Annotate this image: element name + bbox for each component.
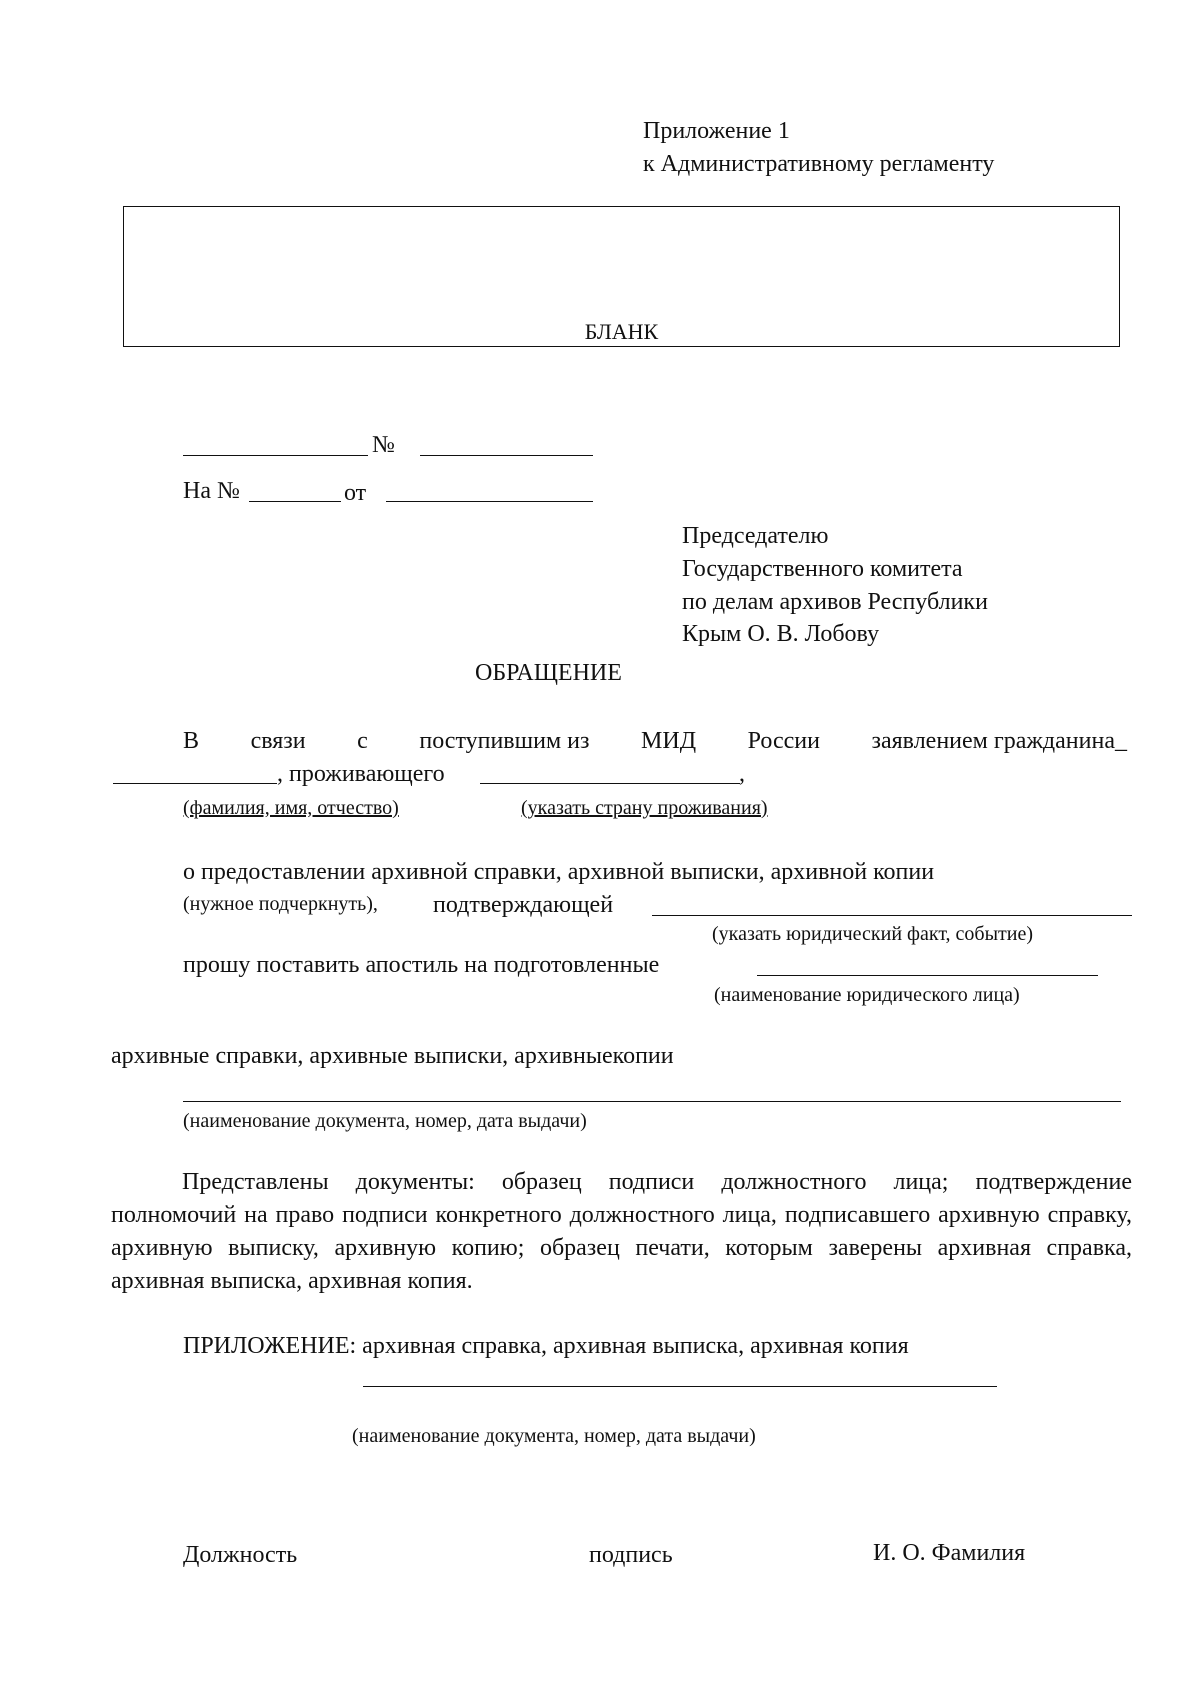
addressee-line-1: Председателю [682, 523, 829, 549]
hint-full-name: (фамилия, имя, отчество) [183, 797, 399, 819]
outgoing-number-line [420, 455, 593, 456]
signature-position: Должность [183, 1542, 298, 1568]
reply-number-label: На № [183, 478, 240, 504]
appendix-number: Приложение 1 [643, 118, 790, 144]
hint-legal-entity: (наименование юридического лица) [714, 984, 1020, 1006]
legal-fact-line [652, 915, 1132, 916]
signature-name: И. О. Фамилия [873, 1540, 1026, 1566]
letterhead-box [123, 206, 1120, 347]
blank-label: БЛАНК [584, 319, 659, 344]
word: В [183, 728, 200, 754]
word: МИД [641, 728, 697, 754]
request-line-1: о предоставлении архивной справки, архивной выписки, архивной копии [183, 859, 935, 885]
request-underline-hint: (нужное подчеркнуть), [183, 893, 378, 915]
reply-date-label: от [344, 480, 367, 506]
confirming-label: подтверждающей [433, 892, 614, 918]
word: поступившим из [419, 728, 590, 754]
word: России [747, 728, 820, 754]
attachment-blank-line [363, 1386, 997, 1387]
reply-number-line [249, 501, 341, 502]
residing-label: , проживающего [277, 761, 445, 787]
regulation-reference: к Административному регламенту [643, 151, 995, 177]
apostille-request: прошу поставить апостиль на подготовленные [183, 952, 660, 978]
outgoing-date-line [183, 455, 368, 456]
citizen-name-line [113, 783, 277, 784]
paragraph-1-line-1 [183, 729, 1127, 753]
residing-comma: , [739, 761, 745, 787]
documents-line: архивные справки, архивные выписки, архивныекопии [111, 1043, 674, 1069]
addressee-line-2: Государственного комитета [682, 556, 963, 582]
attachment-line: ПРИЛОЖЕНИЕ: архивная справка, архивная выписка, архивная копия [183, 1333, 909, 1359]
hint-document-details: (наименование документа, номер, дата выдачи) [183, 1110, 587, 1132]
presented-documents-paragraph: Представлены документы: образец подписи должностного лица; подтверждение полномочий на право подписи конкретного должностного лица, подписавшего архивную справку, архивную выписку, архивную копию; образец печати, которым заверены архивная справка, архивная выписка, архивная копия. [111, 1169, 1132, 1294]
hint-attachment-details: (наименование документа, номер, дата выдачи) [352, 1425, 756, 1447]
reply-date-line [386, 501, 593, 502]
word: связи [250, 728, 306, 754]
legal-entity-line [757, 975, 1098, 976]
signature-sign: подпись [589, 1542, 673, 1568]
word: с [357, 728, 368, 754]
outgoing-number-label: № [372, 432, 395, 458]
residence-country-line [480, 783, 740, 784]
addressee-line-4: Крым О. В. Лобову [682, 621, 880, 647]
word: заявлением гражданина_ [871, 728, 1127, 754]
document-title: ОБРАЩЕНИЕ [475, 660, 622, 686]
hint-legal-fact: (указать юридический факт, событие) [712, 923, 1034, 945]
addressee-line-3: по делам архивов Республики [682, 589, 988, 615]
documents-blank-line [183, 1101, 1121, 1102]
hint-country: (указать страну проживания) [521, 797, 768, 819]
